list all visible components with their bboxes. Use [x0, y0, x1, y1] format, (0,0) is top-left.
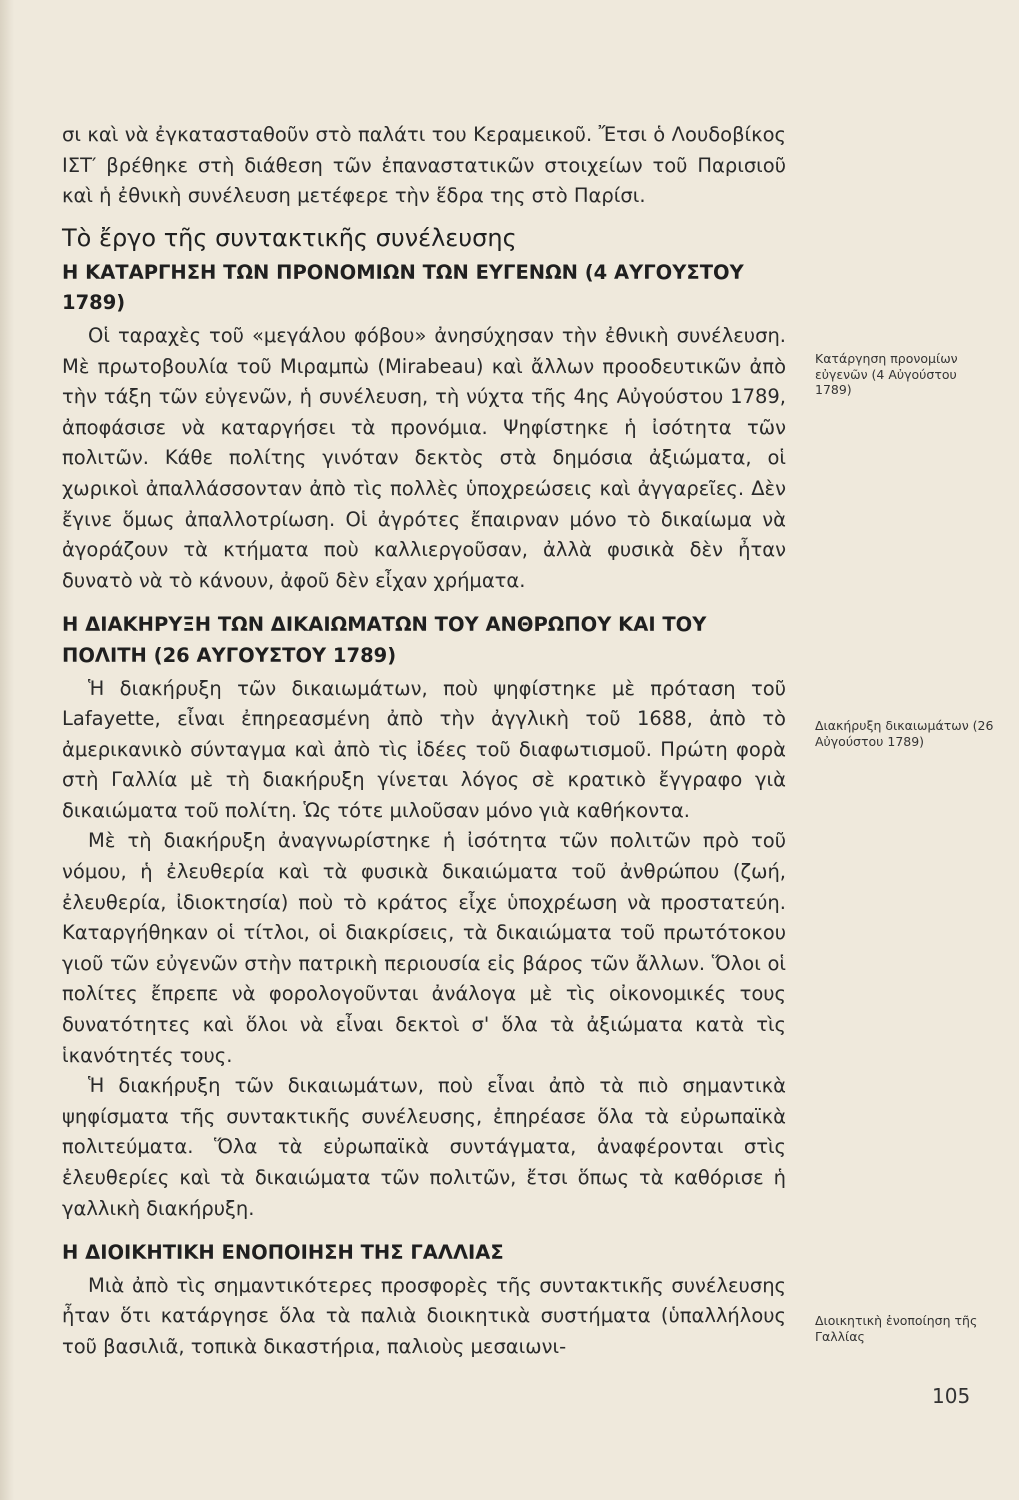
- page-binding-edge: [0, 0, 14, 1500]
- subsection-abolition: [62, 258, 786, 597]
- paragraph: Οἱ ταραχὲς τοῦ «μεγάλου φόβου» ἀνησύχησαν τὴν ἐθνικὴ συνέλευση. Μὲ πρωτοβουλία τοῦ Μιραμπὼ (Mirabeau) καὶ ἄλλων προοδευτικῶν ἀπὸ τὴν τάξη τῶν εὐγενῶν, ἡ συνέλευση, τὴ νύχτα τῆς 4ης Αὐγούστου 1789, ἀποφάσισε νὰ καταργήσει τὰ προνόμια. Ψηφίστηκε ἡ ἰσότητα τῶν πολιτῶν. Κάθε πολίτης γινόταν δεκτὸς στὰ δημόσια ἀξιώματα, οἱ χωρικοὶ ἀπαλλάσσονταν ἀπὸ τὶς πολλὲς ὑποχρεώσεις καὶ ἀγγαρεῖες. Δὲν ἔγινε ὅμως ἀπαλλοτρίωση. Οἱ ἀγρότες ἔπαιρναν μόνο τὸ δικαίωμα νὰ ἀγοράζουν τὰ κτήματα ποὺ καλλιεργοῦσαν, ἀλλὰ φυσικὰ δὲν ἦταν δυνατὸ νὰ τὸ κάνουν, ἀφοῦ δὲν εἶχαν χρήματα.: [62, 323, 786, 592]
- margin-note-abolition: Κατάργηση προνομίων εὐγενῶν (4 Αὐγούστου 1789): [815, 351, 958, 397]
- paragraph: Μὲ τὴ διακήρυξη ἀναγνωρίστηκε ἡ ἰσότητα τῶν πολιτῶν πρὸ τοῦ νόμου, ἡ ἐλευθερία καὶ τὰ φυσικὰ δικαιώματα τοῦ ἀνθρώπου (ζωή, ἐλευθερία, ἰδιοκτησία) ποὺ τὸ κράτος εἶχε ὑποχρέωση νὰ προστατεύη. Καταργήθηκαν οἱ τίτλοι, οἱ διακρίσεις, τὰ δικαιώματα τοῦ πρωτότοκου γιοῦ τῶν εὐγενῶν στὴν πατρικὴ περιουσία εἰς βάρος τῶν ἄλλων. Ὅλοι οἱ πολίτες ἔπρεπε νὰ φορολογοῦνται ἀνάλογα μὲ τὶς οἰκονομικές τους δυνατότητες καὶ ὅλοι νὰ εἶναι δεκτοὶ σ' ὅλα τὰ ἀξιώματα κατὰ τὶς ἱκανότητές τους.: [62, 829, 786, 1067]
- section-title: Τὸ ἔργο τῆς συντακτικῆς συνέλευσης: [62, 223, 517, 252]
- margin-note-declaration: Διακήρυξη δικαιωμάτων (26 Αὐγούστου 1789): [815, 718, 994, 749]
- subsection-heading: Η ΔΙΟΙΚΗΤΙΚΗ ΕΝΟΠΟΙΗΣΗ ΤΗΣ ΓΑΛΛΙΑΣ: [62, 1241, 504, 1265]
- page-number: 105: [932, 1384, 971, 1408]
- margin-note-unification: Διοικητικὴ ἑνοποίηση τῆς Γαλλίας: [815, 1313, 978, 1344]
- main-text-column: [62, 120, 786, 1363]
- subsection-heading: Η ΚΑΤΑΡΓΗΣΗ ΤΩΝ ΠΡΟΝΟΜΙΩΝ ΤΩΝ ΕΥΓΕΝΩΝ (4 ΑΥΓΟΥΣΤΟΥ 1789): [62, 260, 744, 315]
- paragraph: Ἡ διακήρυξη τῶν δικαιωμάτων, ποὺ εἶναι ἀπὸ τὰ πιὸ σημαντικὰ ψηφίσματα τῆς συντακτικῆς συνέλευσης, ἐπηρέασε ὅλα τὰ εὐρωπαϊκὰ πολιτεύματα. Ὅλα τὰ εὐρωπαϊκὰ συντάγματα, ἀναφέρονται στὶς ἐλευθερίες καὶ τὰ δικαιώματα τῶν πολιτῶν, ἔτσι ὅπως τὰ καθόρισε ἡ γαλλικὴ διακήρυξη.: [62, 1074, 786, 1220]
- subsection-heading: Η ΔΙΑΚΗΡΥΞΗ ΤΩΝ ΔΙΚΑΙΩΜΑΤΩΝ ΤΟΥ ΑΝΘΡΩΠΟΥ ΚΑΙ ΤΟΥ ΠΟΛΙΤΗ (26 ΑΥΓΟΥΣΤΟΥ 1789): [62, 613, 707, 667]
- continuation-paragraph: σι καὶ νὰ ἐγκατασταθοῦν στὸ παλάτι του Κεραμεικοῦ. Ἔτσι ὁ Λουδοβίκος ΙΣΤ′ βρέθηκε στὴ διάθεση τῶν ἐπαναστατικῶν στοιχείων τοῦ Παρισιοῦ καὶ ἡ ἐθνικὴ συνέλευση μετέφερε τὴν ἕδρα της στὸ Παρίσι.: [62, 123, 786, 208]
- paragraph: Ἡ διακήρυξη τῶν δικαιωμάτων, ποὺ ψηφίστηκε μὲ πρόταση τοῦ Lafayette, εἶναι ἐπηρεασμένη ἀπὸ τὴν ἀγγλικὴ τοῦ 1688, ἀπὸ τὸ ἀμερικανικὸ σύνταγμα καὶ ἀπὸ τὶς ἰδέες τοῦ διαφωτισμοῦ. Πρώτη φορὰ στὴ Γαλλία μὲ τὴ διακήρυξη γίνεται λόγος σὲ κρατικὸ ἔγγραφο γιὰ δικαιώματα τοῦ πολίτη. Ὡς τότε μιλοῦσαν μόνο γιὰ καθήκοντα.: [62, 676, 786, 822]
- paragraph: Μιὰ ἀπὸ τὶς σημαντικότερες προσφορὲς τῆς συντακτικῆς συνέλευσης ἦταν ὅτι κατάργησε ὅλα τὰ παλιὰ διοικητικὰ συστήματα (ὑπαλλήλους τοῦ βασιλιᾶ, τοπικὰ δικαστήρια, παλιοὺς μεσαιωνι-: [62, 1273, 786, 1358]
- subsection-unification: [62, 1238, 786, 1362]
- subsection-declaration: [62, 610, 786, 1224]
